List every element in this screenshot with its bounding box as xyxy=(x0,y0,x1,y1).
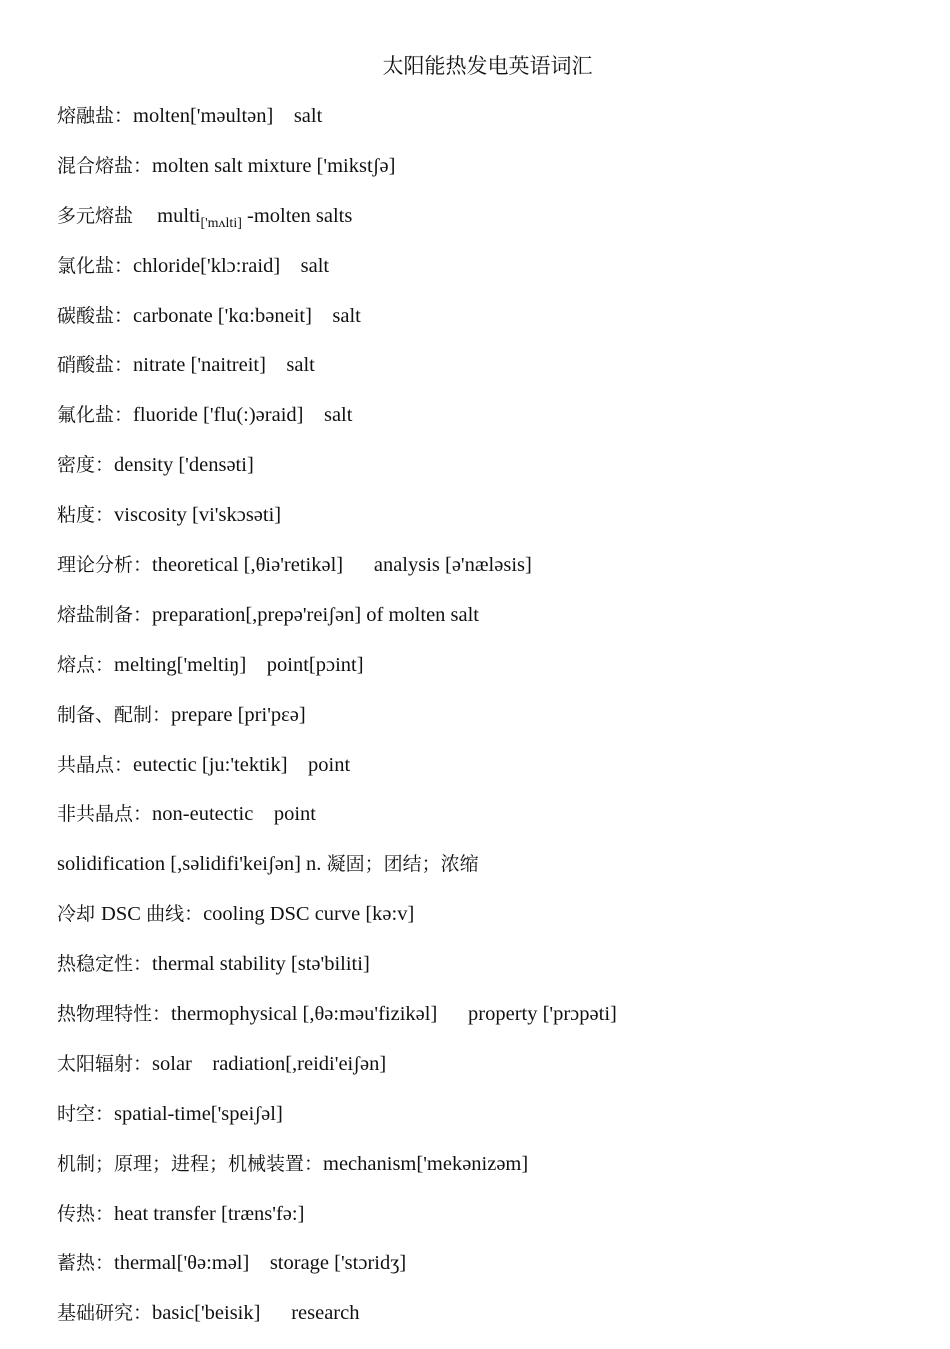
entry-english: melting['meltiŋ] point[pɔint] xyxy=(114,653,364,676)
entry-english: thermal stability [stə'biliti] xyxy=(152,953,370,976)
vocabulary-entry xyxy=(57,252,937,302)
vocabulary-entry xyxy=(57,102,937,152)
vocabulary-entry xyxy=(57,850,937,900)
entry-chinese: 理论分析： xyxy=(57,554,153,577)
entry-chinese: 硝酸盐： xyxy=(57,354,134,377)
entry-english: non-eutectic point xyxy=(152,803,316,826)
entry-chinese: 机制；原理；进程；机械装置： xyxy=(57,1152,324,1175)
entry-english: theoretical [,θiə'retikəl] analysis [ə'næləsis] xyxy=(152,554,532,577)
entry-chinese: 混合熔盐： xyxy=(57,154,153,177)
vocabulary-entry xyxy=(57,800,937,850)
entry-english: spatial-time['speiʃəl] xyxy=(114,1102,283,1125)
entry-chinese-continued: 曲线： xyxy=(146,903,204,926)
entry-english: solidification [,səlidifi'keiʃən] n. xyxy=(57,853,327,876)
entry-english: cooling DSC curve [kə:v] xyxy=(203,903,415,926)
vocabulary-entry xyxy=(57,751,937,801)
entry-english: eutectic [ju:'tektik] point xyxy=(133,753,351,776)
entry-chinese: 熔点： xyxy=(57,653,115,676)
document-title: 太阳能热发电英语词汇 xyxy=(382,54,593,78)
vocabulary-entry xyxy=(57,1299,937,1349)
entry-chinese: 传热： xyxy=(57,1202,115,1225)
entry-chinese: 粘度： xyxy=(57,504,115,527)
entry-chinese: 太阳辐射： xyxy=(57,1052,153,1075)
vocabulary-entry xyxy=(57,651,937,701)
entry-chinese: 氟化盐： xyxy=(57,404,134,427)
entry-english: viscosity [vi'skɔsəti] xyxy=(114,504,282,527)
vocabulary-list xyxy=(57,102,937,1349)
vocabulary-entry xyxy=(57,1150,937,1200)
vocabulary-entry xyxy=(57,1100,937,1150)
vocabulary-entry xyxy=(57,351,937,401)
vocabulary-entry xyxy=(57,701,937,751)
vocabulary-entry xyxy=(57,152,937,202)
vocabulary-entry xyxy=(57,202,937,252)
entry-english: preparation[,prepə'reiʃən] of molten salt xyxy=(152,603,480,626)
entry-english-continued: -molten salts xyxy=(241,204,353,227)
entry-chinese: 氯化盐： xyxy=(57,254,134,277)
entry-english: nitrate ['naitreit] salt xyxy=(133,354,315,377)
entry-chinese: 制备、配制： xyxy=(57,703,172,726)
entry-chinese: 热稳定性： xyxy=(57,953,153,976)
vocabulary-entry xyxy=(57,1050,937,1100)
vocabulary-entry xyxy=(57,1249,937,1299)
entry-chinese: 蓄热： xyxy=(57,1252,115,1275)
entry-chinese: 熔融盐： xyxy=(57,105,134,127)
entry-chinese: 冷却 xyxy=(57,903,102,926)
entry-english: thermophysical [,θə:məu'fizikəl] property ['prɔpəti] xyxy=(171,1003,617,1026)
vocabulary-entry xyxy=(57,302,937,352)
entry-english: mechanism['mekənizəm] xyxy=(323,1152,529,1175)
vocabulary-entry xyxy=(57,1000,937,1050)
entry-english: multi xyxy=(157,204,201,227)
entry-english: molten salt mixture ['mikstʃə] xyxy=(152,154,396,177)
entry-english: chloride['klɔ:raid] salt xyxy=(133,254,330,277)
vocabulary-entry xyxy=(57,601,937,651)
entry-english: thermal['θə:məl] storage ['stɔridʒ] xyxy=(114,1252,407,1275)
entry-chinese: 共晶点： xyxy=(57,753,134,776)
entry-chinese: 时空： xyxy=(57,1102,115,1125)
entry-chinese: 密度： xyxy=(57,454,115,477)
entry-chinese: 非共晶点： xyxy=(57,803,153,826)
entry-english: solar radiation[,reidi'eiʃən] xyxy=(152,1052,387,1075)
entry-chinese-meaning: 凝固；团结；浓缩 xyxy=(326,853,479,876)
entry-english-abbrev: DSC xyxy=(101,903,147,926)
vocabulary-entry xyxy=(57,451,937,501)
vocabulary-entry xyxy=(57,401,937,451)
vocabulary-entry xyxy=(57,950,937,1000)
entry-english: basic['beisik] research xyxy=(152,1302,360,1325)
vocabulary-entry xyxy=(57,1200,937,1250)
entry-chinese: 热物理特性： xyxy=(57,1003,172,1026)
entry-pronunciation-small: ['mʌlti] xyxy=(200,215,242,231)
vocabulary-entry xyxy=(57,900,937,950)
entry-english: density ['densəti] xyxy=(114,454,254,477)
entry-chinese: 碳酸盐： xyxy=(57,304,134,327)
entry-english: fluoride ['flu(:)əraid] salt xyxy=(133,404,353,427)
entry-english: prepare [pri'pεə] xyxy=(171,703,306,726)
entry-chinese: 多元熔盐 xyxy=(57,204,158,227)
entry-chinese: 基础研究： xyxy=(57,1302,153,1325)
entry-english: molten['məultən] salt xyxy=(133,105,323,127)
entry-english: carbonate ['kɑ:bəneit] salt xyxy=(133,304,361,327)
entry-chinese: 熔盐制备： xyxy=(57,603,153,626)
vocabulary-entry xyxy=(57,551,937,601)
entry-english: heat transfer [træns'fə:] xyxy=(114,1202,305,1225)
vocabulary-entry xyxy=(57,501,937,551)
